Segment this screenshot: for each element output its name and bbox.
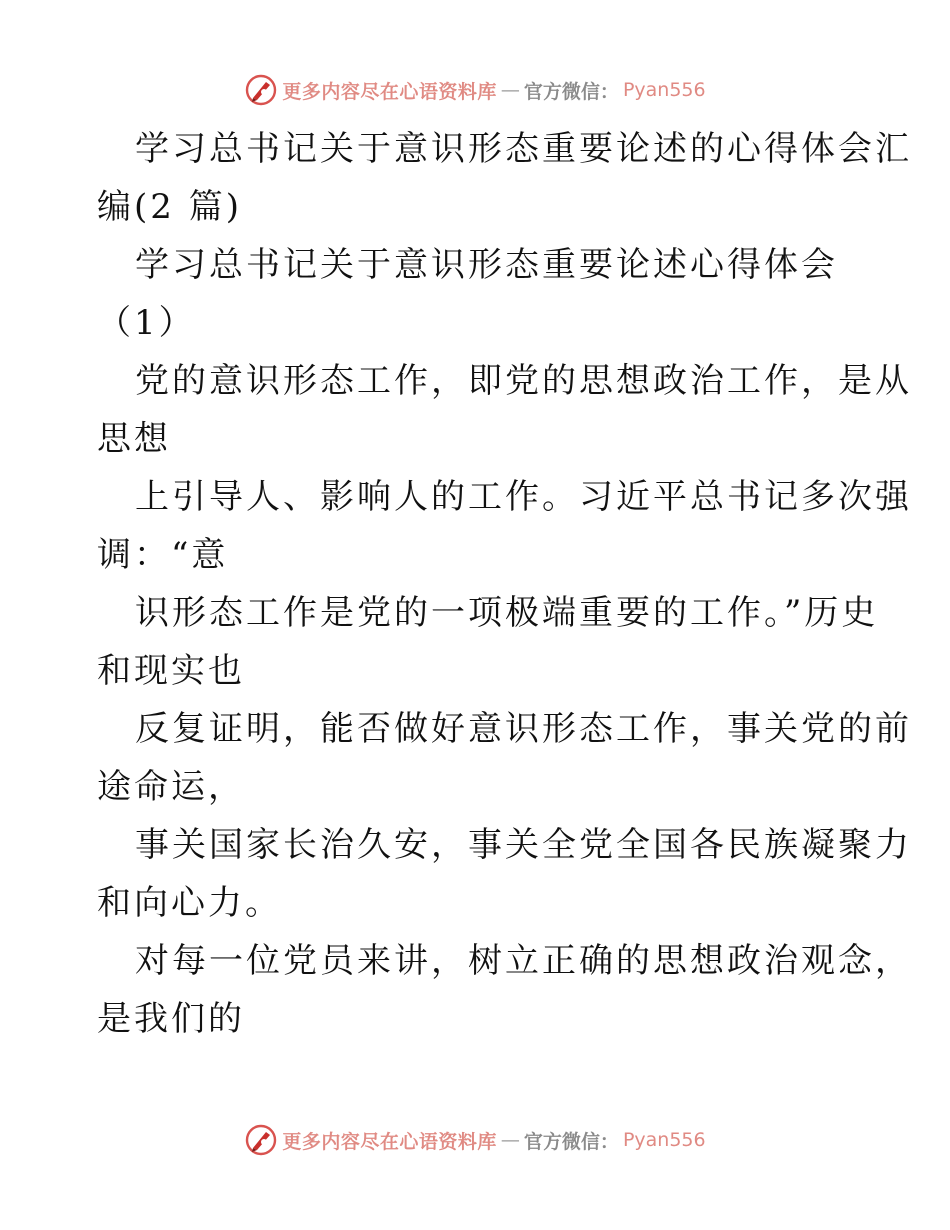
text-line: 党的意识形态工作，即党的思想政治工作，是从: [135, 361, 912, 401]
header-brand-text: 更多内容尽在心语资料库: [282, 80, 497, 103]
header-separator: —: [500, 79, 520, 101]
text-line: 对每一位党员来讲，树立正确的思想政治观念，: [135, 941, 912, 981]
document-body: [97, 120, 912, 1048]
text-line: 调：“意: [97, 535, 229, 575]
text-line: 事关国家长治久安，事关全党全国各民族凝聚力: [135, 825, 912, 865]
text-line: 是我们的: [97, 999, 245, 1039]
pen-logo-icon: [244, 73, 278, 107]
text-line: 反复证明，能否做好意识形态工作，事关党的前: [135, 709, 912, 749]
text-line: 识形态工作是党的一项极端重要的工作。”历史: [135, 593, 879, 633]
text-line: （1）: [97, 303, 196, 343]
text-line: 和现实也: [97, 651, 245, 691]
footer-wechat-label: 官方微信：: [523, 1130, 619, 1153]
footer-separator: —: [500, 1129, 520, 1151]
footer-wechat-id: Pyan556: [622, 1129, 706, 1151]
text-line: 途命运，: [97, 767, 245, 807]
header-wechat-label: 官方微信：: [523, 80, 619, 103]
text-line: 编(2 篇): [97, 187, 242, 227]
header-wechat-id: Pyan556: [622, 79, 706, 101]
text-line: 思想: [97, 419, 171, 459]
pen-logo-icon: [244, 1123, 278, 1157]
text-line: 学习总书记关于意识形态重要论述心得体会: [135, 245, 838, 285]
text-line: 和向心力。: [97, 883, 282, 923]
footer-banner: [0, 1120, 950, 1160]
header-banner: [0, 70, 950, 110]
text-line: 学习总书记关于意识形态重要论述的心得体会汇: [135, 129, 912, 169]
text-line: 上引导人、影响人的工作。习近平总书记多次强: [135, 477, 912, 517]
footer-brand-text: 更多内容尽在心语资料库: [282, 1130, 497, 1153]
